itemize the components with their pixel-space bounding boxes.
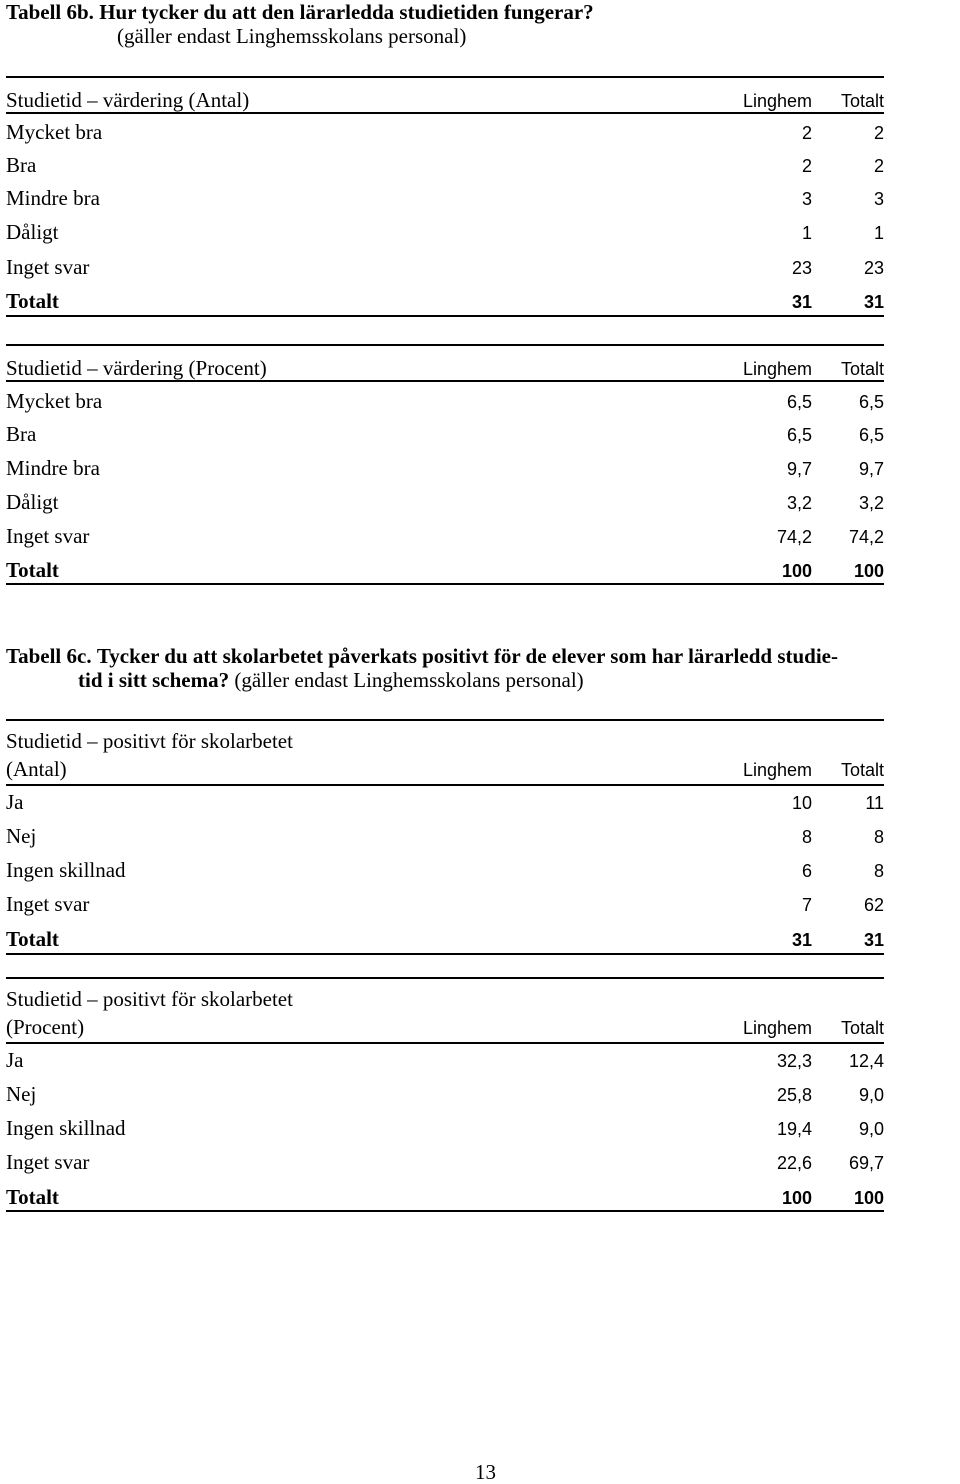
- table-row: [6, 387, 884, 415]
- table-header-row: [6, 985, 884, 1043]
- totalt-value: 8: [873, 827, 884, 847]
- table-header-rule: [6, 1042, 884, 1044]
- linghem-value: 6,5: [786, 392, 812, 412]
- totalt-value: 2: [873, 156, 884, 176]
- total-label: Totalt: [6, 1185, 59, 1209]
- table-row: [6, 822, 884, 850]
- totalt-value: 8: [873, 861, 884, 881]
- table-bottom-rule: [6, 953, 884, 955]
- row-label: Bra: [6, 422, 37, 446]
- table-top-rule: [6, 344, 884, 346]
- table-header-row: [6, 86, 884, 114]
- linghem-value: 2: [801, 123, 812, 143]
- table-6c-caption-label: Tabell 6c.: [6, 644, 92, 668]
- table-heading: Studietid – värdering (Antal): [6, 88, 250, 112]
- table-row: [6, 218, 884, 246]
- row-label: Mindre bra: [6, 186, 100, 210]
- linghem-value: 9,7: [786, 459, 812, 479]
- table-row: [6, 1148, 884, 1176]
- table-6b-procent: [6, 344, 884, 586]
- totalt-value: 3: [873, 189, 884, 209]
- totalt-value: 3,2: [858, 493, 884, 513]
- row-label: Mycket bra: [6, 389, 103, 413]
- linghem-value: 6: [801, 861, 812, 881]
- table-bottom-rule: [6, 1210, 884, 1212]
- totalt-value: 9,0: [858, 1119, 884, 1139]
- table-heading: Studietid – värdering (Procent): [6, 356, 267, 380]
- table-6c-caption-question-line1: Tycker du att skolarbetet påverkats positivt för de elever som har lärarledd studie-: [96, 644, 838, 668]
- table-bottom-rule: [6, 315, 884, 317]
- totalt-total: 100: [853, 1188, 884, 1208]
- totalt-total: 100: [853, 561, 884, 581]
- table-total-row: [6, 1183, 884, 1211]
- table-row: [6, 1080, 884, 1108]
- total-label: Totalt: [6, 289, 59, 313]
- table-total-row: [6, 287, 884, 315]
- column-header-linghem: Linghem: [742, 1018, 812, 1038]
- row-label: Nej: [6, 1082, 37, 1106]
- table-row: [6, 253, 884, 281]
- row-label: Mindre bra: [6, 456, 100, 480]
- table-6b-caption: [6, 0, 594, 48]
- totalt-value: 74,2: [848, 527, 884, 547]
- table-6c-antal: [6, 719, 884, 959]
- table-row: [6, 488, 884, 516]
- table-6b-caption-note: (gäller endast Linghemsskolans personal): [117, 24, 467, 48]
- table-row: [6, 788, 884, 816]
- linghem-value: 6,5: [786, 425, 812, 445]
- table-heading-line1: Studietid – positivt för skolarbetet: [6, 987, 293, 1011]
- table-6b-antal: [6, 76, 884, 318]
- row-label: Mycket bra: [6, 120, 103, 144]
- totalt-value: 9,0: [858, 1085, 884, 1105]
- totalt-value: 62: [863, 895, 884, 915]
- column-header-linghem: Linghem: [742, 91, 812, 111]
- totalt-value: 6,5: [858, 392, 884, 412]
- totalt-value: 1: [873, 223, 884, 243]
- linghem-value: 8: [801, 827, 812, 847]
- row-label: Dåligt: [6, 220, 59, 244]
- column-header-totalt: Totalt: [840, 1018, 884, 1038]
- table-row: [6, 151, 884, 179]
- table-header-rule: [6, 380, 884, 382]
- table-row: [6, 1046, 884, 1074]
- table-6b-caption-label: Tabell 6b.: [6, 0, 94, 24]
- table-row: [6, 184, 884, 212]
- table-row: [6, 1114, 884, 1142]
- linghem-value: 2: [801, 156, 812, 176]
- totalt-total: 31: [863, 292, 884, 312]
- table-total-row: [6, 556, 884, 584]
- totalt-value: 9,7: [858, 459, 884, 479]
- linghem-value: 32,3: [776, 1051, 812, 1071]
- table-row: [6, 522, 884, 550]
- totalt-value: 2: [873, 123, 884, 143]
- table-header-row: [6, 727, 884, 785]
- row-label: Ja: [6, 790, 24, 814]
- row-label: Ingen skillnad: [6, 858, 126, 882]
- linghem-total: 100: [781, 1188, 812, 1208]
- totalt-value: 23: [863, 258, 884, 278]
- table-row: [6, 420, 884, 448]
- linghem-value: 22,6: [776, 1153, 812, 1173]
- table-6b-caption-question: Hur tycker du att den lärarledda studietiden fungerar?: [99, 0, 594, 24]
- table-heading-line2: (Antal): [6, 757, 67, 781]
- table-total-row: [6, 925, 884, 953]
- table-header-rule: [6, 784, 884, 786]
- linghem-value: 19,4: [776, 1119, 812, 1139]
- table-header-rule: [6, 112, 884, 114]
- table-heading-line2: (Procent): [6, 1015, 85, 1039]
- table-6c-procent: [6, 977, 884, 1217]
- row-label: Inget svar: [6, 255, 90, 279]
- column-header-linghem: Linghem: [742, 359, 812, 379]
- table-row: [6, 856, 884, 884]
- table-top-rule: [6, 76, 884, 78]
- table-6c-caption-note: (gäller endast Linghemsskolans personal): [234, 668, 584, 692]
- table-row: [6, 118, 884, 146]
- row-label: Inget svar: [6, 524, 90, 548]
- row-label: Ingen skillnad: [6, 1116, 126, 1140]
- totalt-value: 69,7: [848, 1153, 884, 1173]
- column-header-totalt: Totalt: [840, 359, 884, 379]
- totalt-value: 11: [865, 793, 884, 813]
- page-number: 13: [475, 1460, 496, 1484]
- linghem-value: 25,8: [776, 1085, 812, 1105]
- total-label: Totalt: [6, 927, 59, 951]
- table-heading-line1: Studietid – positivt för skolarbetet: [6, 729, 293, 753]
- linghem-value: 3: [801, 189, 812, 209]
- row-label: Nej: [6, 824, 37, 848]
- row-label: Ja: [6, 1048, 24, 1072]
- table-bottom-rule: [6, 583, 884, 585]
- totalt-value: 6,5: [858, 425, 884, 445]
- total-label: Totalt: [6, 558, 59, 582]
- linghem-value: 7: [801, 895, 812, 915]
- row-label: Bra: [6, 153, 37, 177]
- linghem-value: 3,2: [786, 493, 812, 513]
- column-header-totalt: Totalt: [840, 91, 884, 111]
- table-6c-caption: [6, 644, 838, 692]
- table-top-rule: [6, 719, 884, 721]
- row-label: Dåligt: [6, 490, 59, 514]
- row-label: Inget svar: [6, 892, 90, 916]
- totalt-value: 12,4: [848, 1051, 884, 1071]
- totalt-total: 31: [863, 930, 884, 950]
- column-header-linghem: Linghem: [742, 760, 812, 780]
- table-6c-caption-question-line2: tid i sitt schema?: [78, 668, 230, 692]
- column-header-totalt: Totalt: [840, 760, 884, 780]
- linghem-total: 31: [791, 930, 812, 950]
- linghem-value: 23: [791, 258, 812, 278]
- linghem-value: 74,2: [776, 527, 812, 547]
- table-header-row: [6, 354, 884, 382]
- linghem-value: 10: [791, 793, 812, 813]
- row-label: Inget svar: [6, 1150, 90, 1174]
- linghem-total: 100: [781, 561, 812, 581]
- table-row: [6, 890, 884, 918]
- table-top-rule: [6, 977, 884, 979]
- linghem-total: 31: [791, 292, 812, 312]
- table-row: [6, 454, 884, 482]
- linghem-value: 1: [801, 223, 812, 243]
